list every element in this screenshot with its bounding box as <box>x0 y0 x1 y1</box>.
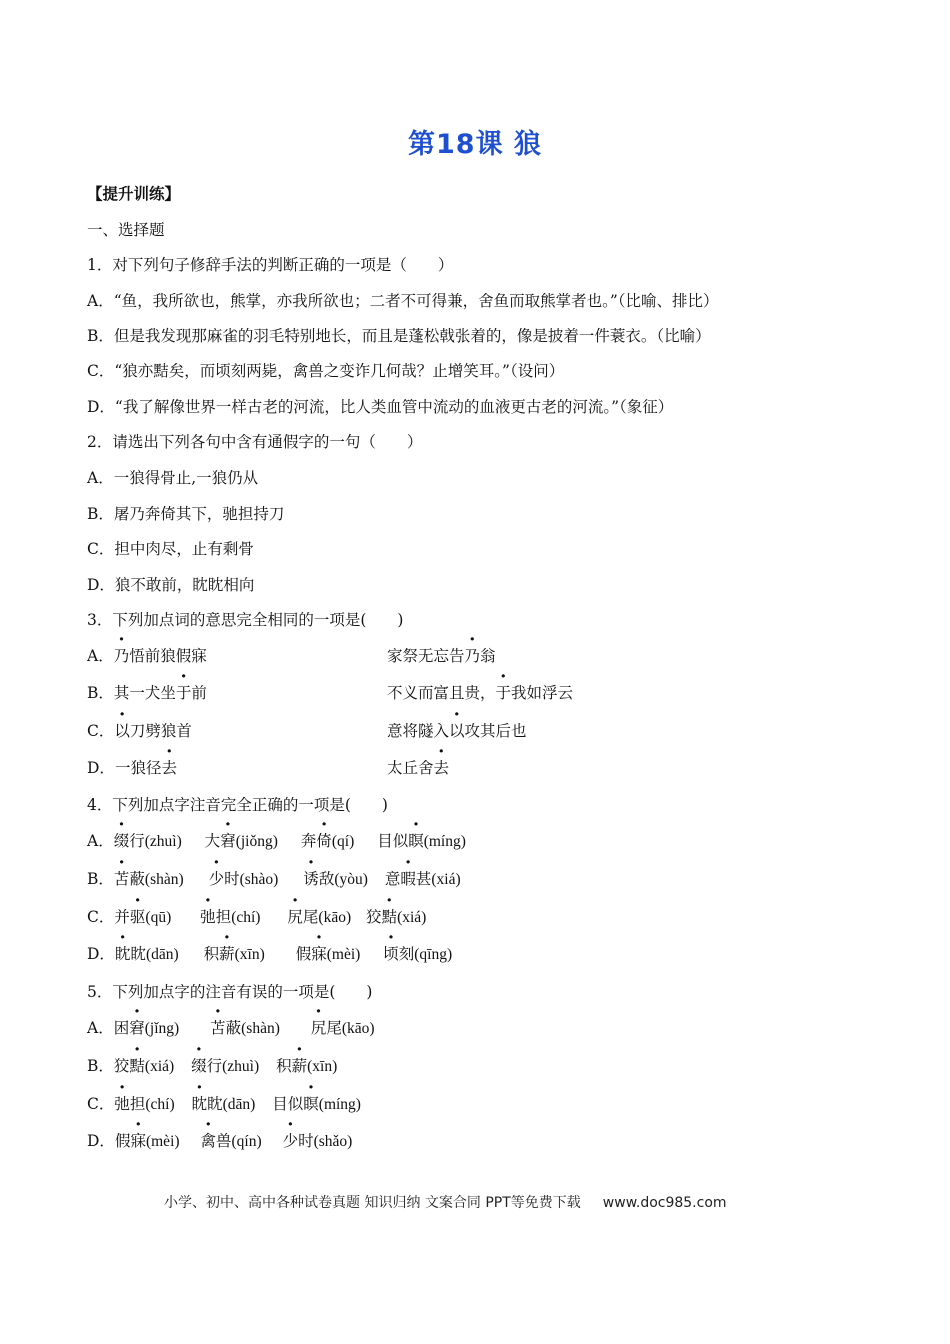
dotted-char: 倚 <box>316 832 332 850</box>
dotted-char: 禽 <box>200 1132 216 1150</box>
pinyin-item: 尾(kāo) <box>326 1020 375 1037</box>
option-label: D． <box>87 1132 115 1150</box>
option-label: B． <box>87 684 114 702</box>
option-label: D． <box>87 759 115 777</box>
q2-option-b: B．屠乃奔倚其下，驰担持刀 <box>87 505 285 523</box>
dotted-char: 于 <box>175 684 192 702</box>
q2-option-a: A．一狼得骨止,一狼仍从 <box>87 469 259 487</box>
q4-stem: 4．下列加点字注音完全正确的一项是( ) <box>87 796 388 814</box>
q2-option-c: C．担中肉尽，止有剩骨 <box>87 540 254 558</box>
q5-option-d <box>87 1131 352 1152</box>
dotted-char: 少 <box>282 1132 299 1150</box>
page-footer <box>164 1192 727 1212</box>
q3-option-a <box>87 646 496 666</box>
dotted-char: 顷 <box>383 945 399 963</box>
option-text: 悟前狼假寐 <box>129 647 207 665</box>
page-title: 第18课 狼 <box>408 129 542 160</box>
option-text: 狡 <box>113 1057 130 1075</box>
dotted-char: 薪 <box>219 945 235 963</box>
q4-option-b <box>87 869 461 890</box>
pinyin-item: 时(shǎo) <box>298 1133 353 1150</box>
option-text: 家祭无忘告 <box>387 647 465 665</box>
option-text: 狡 <box>366 908 382 926</box>
pinyin-item: 敌(yòu) <box>318 871 368 888</box>
pinyin-item: 眈(dān) <box>207 1096 256 1113</box>
q3-option-a-right <box>387 646 496 666</box>
dotted-char: 尻 <box>310 1019 327 1037</box>
option-label: B． <box>87 870 114 888</box>
dotted-char: 于 <box>495 684 512 702</box>
dotted-char: 瞑 <box>408 832 424 850</box>
option-text: 我如浮云 <box>511 684 574 702</box>
dotted-char: 以 <box>114 722 130 740</box>
dotted-char: 薪 <box>291 1057 308 1075</box>
pinyin-item: (xīn) <box>234 946 265 963</box>
option-text: 积 <box>203 945 220 963</box>
q1-option-c: C．“狼亦黠矣，而顷刻两毙，禽兽之变诈几何哉？止增笑耳。”（设问） <box>87 362 565 380</box>
option-text: 目似 <box>272 1095 304 1113</box>
dotted-char: 乃 <box>464 647 481 665</box>
pinyin-item: 刻(qīng) <box>398 946 453 963</box>
option-text: 积 <box>276 1057 292 1075</box>
option-label: A． <box>87 832 114 850</box>
dotted-char: 窘 <box>220 832 236 850</box>
q1-stem: 1．对下列句子修辞手法的判断正确的一项是（ ） <box>87 256 454 274</box>
pinyin-item: (mèi) <box>145 1133 180 1150</box>
footer-url-link[interactable]: www.doc985.com <box>602 1195 727 1211</box>
option-text: 太丘舍 <box>387 759 434 777</box>
q3-option-d <box>87 758 450 778</box>
option-label: A． <box>87 647 114 665</box>
section-heading: 【提升训练】 <box>87 184 181 203</box>
pinyin-item: 担(chí) <box>215 909 261 926</box>
pinyin-item: 行(zhuì) <box>129 833 182 850</box>
option-label: C． <box>87 722 115 740</box>
option-text: 攻其后也 <box>464 722 527 740</box>
q5-option-c <box>87 1094 361 1115</box>
dotted-char: 尻 <box>287 908 303 926</box>
dotted-char: 窘 <box>129 1019 145 1037</box>
dotted-char: 眈 <box>114 945 131 963</box>
dotted-char: 苫 <box>210 1019 226 1037</box>
option-text: 其一犬坐 <box>113 684 176 702</box>
option-text: 刀劈狼首 <box>129 722 192 740</box>
dotted-char: 去 <box>161 759 177 777</box>
dotted-char: 乃 <box>113 647 130 665</box>
dotted-char: 苫 <box>113 870 130 888</box>
pinyin-item: (míng) <box>318 1096 361 1113</box>
option-text: 意 <box>384 870 401 888</box>
dotted-char: 寐 <box>311 945 327 963</box>
option-label: B． <box>87 1057 114 1075</box>
option-text: 大 <box>204 832 221 850</box>
pinyin-item: (jǐng) <box>144 1020 180 1037</box>
q5-stem: 5．下列加点字的注音有误的一项是( ) <box>87 983 373 1001</box>
option-text: 前 <box>191 684 207 702</box>
option-text: 困 <box>113 1019 130 1037</box>
dotted-char: 寐 <box>130 1132 146 1150</box>
dotted-char: 去 <box>433 759 450 777</box>
pinyin-item: (míng) <box>423 833 466 850</box>
option-text: 假 <box>114 1132 131 1150</box>
q3-option-b <box>87 683 574 703</box>
dotted-char: 诱 <box>303 870 319 888</box>
q3-option-d-right <box>387 758 449 778</box>
part-heading: 一、选择题 <box>87 221 165 239</box>
q4-option-c <box>87 907 426 928</box>
q1-option-b: B．但是我发现那麻雀的羽毛特别地长，而且是蓬松戟张着的，像是披着一件蓑衣。（比喻） <box>87 327 711 345</box>
q5-option-a <box>87 1018 375 1039</box>
pinyin-item: 眈(dān) <box>130 946 179 963</box>
dotted-char: 缀 <box>191 1057 207 1075</box>
pinyin-item: 担(chí) <box>129 1096 175 1113</box>
q5-option-b <box>87 1056 337 1077</box>
pinyin-item: 蔽(shàn) <box>225 1020 280 1037</box>
dotted-char: 缀 <box>113 832 130 850</box>
option-text: 不义而富且贵， <box>387 684 496 702</box>
option-label: C． <box>87 1095 115 1113</box>
option-label: C． <box>87 908 115 926</box>
q2-option-d: D．狼不敢前，眈眈相向 <box>87 576 255 594</box>
pinyin-item: 行(zhuì) <box>206 1058 260 1075</box>
pinyin-item: 尾(kāo) <box>302 909 352 926</box>
pinyin-item: (xiá) <box>397 909 427 926</box>
dotted-char: 黠 <box>129 1057 145 1075</box>
dotted-char: 瞑 <box>303 1095 319 1113</box>
option-text: 假 <box>295 945 312 963</box>
pinyin-item: (jiǒng) <box>235 833 278 850</box>
dotted-char: 眈 <box>191 1095 208 1113</box>
pinyin-item: (xīn) <box>307 1058 338 1075</box>
option-text: 一狼径 <box>114 759 162 777</box>
q1-option-d: D．“我了解像世界一样古老的河流，比人类血管中流动的血液更古老的河流。”（象征） <box>87 398 674 416</box>
option-text: 并 <box>114 908 130 926</box>
option-text: 意将隧入 <box>387 722 450 740</box>
dotted-char: 弛 <box>114 1095 130 1113</box>
option-text: 奔 <box>300 832 317 850</box>
option-label: A． <box>87 1019 114 1037</box>
dotted-char: 以 <box>449 722 465 740</box>
pinyin-item: (qū) <box>145 909 172 926</box>
q3-option-c-right <box>387 721 527 741</box>
dotted-char: 黠 <box>381 908 398 926</box>
pinyin-item: 甚(xiá) <box>415 871 461 888</box>
pinyin-item: 兽(qín) <box>216 1133 262 1150</box>
pinyin-item: (xiá) <box>144 1058 175 1075</box>
q4-option-a <box>87 831 466 852</box>
option-text: 目似 <box>377 832 409 850</box>
q3-stem: 3．下列加点词的意思完全相同的一项是( ) <box>87 611 404 629</box>
q3-option-c <box>87 721 527 741</box>
dotted-char: 少 <box>208 870 225 888</box>
dotted-char: 暇 <box>400 870 416 888</box>
q4-option-d <box>87 944 452 965</box>
q1-option-a: A．“鱼，我所欲也，熊掌，亦我所欲也；二者不可得兼，舍鱼而取熊掌者也。”（比喻、排比） <box>87 292 719 310</box>
option-text: 翁 <box>480 647 496 665</box>
footer-text: 小学、初中、高中各种试卷真题 知识归纳 文案合同 PPT等免费下载 <box>164 1195 581 1211</box>
dotted-char: 弛 <box>200 908 216 926</box>
pinyin-item: (mèi) <box>326 946 361 963</box>
q3-option-b-right <box>387 683 573 703</box>
option-label: D． <box>87 945 115 963</box>
pinyin-item: 蔽(shàn) <box>129 871 184 888</box>
pinyin-item: (qí) <box>331 833 355 850</box>
pinyin-item: 时(shào) <box>224 871 279 888</box>
q2-stem: 2．请选出下列各句中含有通假字的一句（ ） <box>87 433 423 451</box>
dotted-char: 驱 <box>129 908 146 926</box>
